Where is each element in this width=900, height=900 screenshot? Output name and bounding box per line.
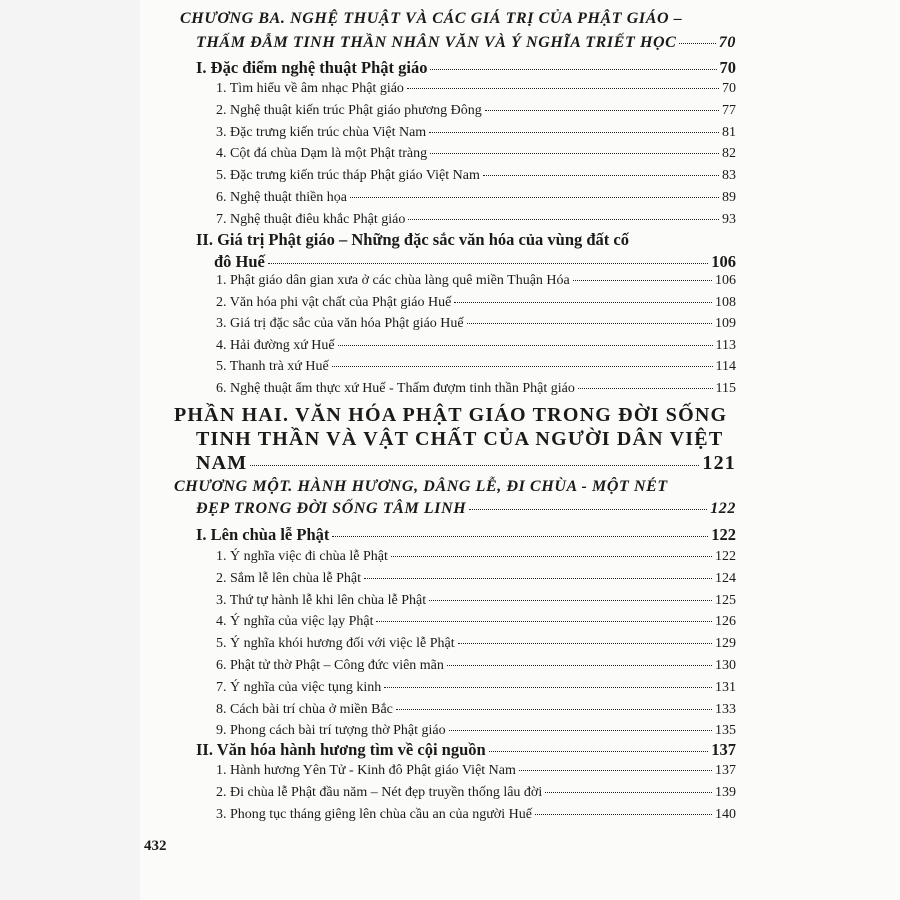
subentry-title: 2. Đi chùa lễ Phật đầu năm – Nét đẹp truyền thống lâu đời [216,785,543,800]
page-ref: 140 [715,807,736,822]
subentry-title: 6. Nghệ thuật thiền họa [216,190,348,205]
section-title: I. Đặc điểm nghệ thuật Phật giáo [196,58,428,77]
toc-subentry[interactable] [216,785,736,801]
leader-dots [364,578,712,579]
chapter-three-title-line2: THẤM ĐẪM TINH THẦN NHÂN VĂN VÀ Ý NGHĨA TRIẾT HỌC [196,34,677,51]
toc-subentry[interactable] [216,212,736,228]
toc-subentry[interactable] [216,680,736,696]
page-ref: 125 [715,592,736,608]
toc-subentry[interactable] [216,702,736,718]
leader-dots [578,388,713,389]
part-two-title-line1: PHẦN HAI. VĂN HÓA PHẬT GIÁO TRONG ĐỜI SỐNG [174,404,728,426]
subentry-title: 9. Phong cách bài trí tượng thờ Phật giáo [216,723,446,739]
leader-dots [391,556,712,557]
page-ref: 122 [710,500,736,517]
toc-entry-section-one-b[interactable] [196,525,736,545]
subentry-title: 6. Nghệ thuật ẩm thực xứ Huế - Thấm đượm tinh thần Phật giáo [216,381,575,396]
section-title: II. Văn hóa hành hương tìm về cội nguồn [196,740,486,759]
leader-dots [376,621,712,622]
page-ref: 130 [715,658,736,673]
leader-dots [679,43,715,44]
toc-subentry[interactable] [216,614,736,630]
page-ref: 70 [719,58,736,77]
page-ref: 121 [702,452,736,474]
toc-subentry[interactable] [216,658,736,674]
leader-dots [332,536,708,537]
part-two-title-line2: TINH THẦN VÀ VẬT CHẤT CỦA NGƯỜI DÂN VIỆT [196,428,724,450]
leader-dots [483,175,719,176]
subentry-title: 7. Nghệ thuật điêu khắc Phật giáo [216,211,406,227]
subentry-title: 3. Giá trị đặc sắc của văn hóa Phật giáo Huế [216,316,464,332]
page-ref: 89 [722,190,736,205]
leader-dots [408,219,719,220]
page-ref: 113 [715,337,736,353]
toc-entry-section-one[interactable] [196,58,736,78]
subentry-title: 5. Đặc trưng kiến trúc tháp Phật giáo Việt Nam [216,168,480,184]
page-ref: 124 [715,570,736,586]
leader-dots [469,509,707,510]
page-ref: 115 [715,381,736,396]
leader-dots [449,730,712,731]
page-ref: 106 [715,273,736,288]
section-title: đô Huế [214,252,265,271]
leader-dots [250,465,699,466]
subentry-title: 8. Cách bài trí chùa ở miền Bắc [216,701,393,717]
subentry-title: 4. Hải đường xứ Huế [216,337,335,353]
leader-dots [384,687,712,688]
toc-subentry[interactable] [216,593,736,609]
subentry-title: 4. Ý nghĩa của việc lạy Phật [216,614,374,630]
subentry-title: 1. Phật giáo dân gian xưa ở các chùa làng quê miền Thuận Hóa [216,273,570,288]
subentry-title: 5. Thanh trà xứ Huế [216,359,329,375]
toc-subentry[interactable] [216,103,736,119]
toc-subentry[interactable] [216,807,736,823]
page-ref: 77 [722,102,736,118]
page-number: 432 [144,838,167,854]
leader-dots [430,69,716,70]
page-ref: 137 [715,763,736,778]
subentry-title: 3. Đặc trưng kiến trúc chùa Việt Nam [216,124,427,140]
toc-subentry[interactable] [216,571,736,587]
page-ref: 133 [715,701,736,717]
toc-entry-section-two[interactable] [214,252,736,272]
toc-subentry[interactable] [216,168,736,184]
chapter-one-title-line1: CHƯƠNG MỘT. HÀNH HƯƠNG, DÂNG LỄ, ĐI CHÙA - MỘT NÉT [174,478,668,495]
page-ref: 129 [715,636,736,652]
leader-dots [429,600,712,601]
leader-dots [447,665,712,666]
page-ref: 109 [715,316,736,332]
leader-dots [573,280,712,281]
leader-dots [535,814,712,815]
section-title: I. Lên chùa lễ Phật [196,525,330,544]
subentry-title: 4. Cột đá chùa Dạm là một Phật tràng [216,146,428,162]
toc-subentry[interactable] [216,273,736,289]
toc-subentry[interactable] [216,125,736,141]
toc-entry-part-two[interactable] [196,452,736,475]
leader-dots [407,88,719,89]
page-ref: 135 [715,723,736,739]
leader-dots [430,153,719,154]
part-title: NAM [196,452,248,474]
toc-entry-chapter-three[interactable] [196,34,736,52]
leader-dots [268,263,708,264]
toc-entry-chapter-one[interactable] [196,500,736,518]
toc-subentry[interactable] [216,338,736,354]
subentry-title: 3. Thứ tự hành lễ khi lên chùa lễ Phật [216,592,427,608]
leader-dots [396,709,712,710]
leader-dots [429,132,719,133]
subentry-title: 1. Tìm hiểu về âm nhạc Phật giáo [216,81,404,96]
page-ref: 82 [722,146,736,162]
page-ref: 70 [718,34,736,51]
page-ref: 93 [722,211,736,227]
toc-subentry[interactable] [216,146,736,162]
page-ref: 108 [715,294,736,310]
subentry-title: 3. Phong tục tháng giêng lên chùa cầu an của người Huế [216,807,532,822]
leader-dots [467,323,712,324]
subentry-title: 2. Nghệ thuật kiến trúc Phật giáo phương Đông [216,102,482,118]
toc-subentry[interactable] [216,549,736,565]
leader-dots [350,197,719,198]
toc-subentry[interactable] [216,381,736,397]
subentry-title: 5. Ý nghĩa khói hương đối với việc lễ Phật [216,636,455,652]
page-ref: 83 [722,168,736,184]
leader-dots [519,770,712,771]
subentry-title: 2. Văn hóa phi vật chất của Phật giáo Huế [216,294,452,310]
page-ref: 81 [722,124,736,140]
toc-subentry[interactable] [216,359,736,375]
leader-dots [545,792,712,793]
page-ref: 122 [715,549,736,564]
page-ref: 126 [715,614,736,630]
page-ref: 106 [711,252,736,271]
leader-dots [454,302,712,303]
leader-dots [458,643,712,644]
page-ref: 139 [715,785,736,800]
toc-subentry[interactable] [216,636,736,652]
toc-subentry[interactable] [216,763,736,779]
page-ref: 122 [711,525,736,544]
toc-subentry[interactable] [216,295,736,311]
toc-subentry[interactable] [216,723,736,739]
page-ref: 114 [715,359,736,375]
toc-subentry[interactable] [216,316,736,332]
subentry-title: 2. Sắm lễ lên chùa lễ Phật [216,570,362,586]
leader-dots [338,345,713,346]
subentry-title: 1. Ý nghĩa việc đi chùa lễ Phật [216,549,388,564]
chapter-title: ĐẸP TRONG ĐỜI SỐNG TÂM LINH [196,500,467,517]
chapter-three-title-line1: CHƯƠNG BA. NGHỆ THUẬT VÀ CÁC GIÁ TRỊ CỦA PHẬT GIÁO – [180,10,683,27]
subentry-title: 6. Phật tử thờ Phật – Công đức viên mãn [216,658,444,673]
page-ref: 137 [711,740,736,759]
section-two-title-line1: II. Giá trị Phật giáo – Những đặc sắc văn hóa của vùng đất cố [196,230,629,249]
subentry-title: 1. Hành hương Yên Tử - Kinh đô Phật giáo Việt Nam [216,763,516,778]
toc-subentry[interactable] [216,81,736,97]
page-ref: 70 [722,81,736,96]
leader-dots [332,366,713,367]
leader-dots [485,110,719,111]
toc-entry-section-two-b[interactable] [196,740,736,760]
toc-subentry[interactable] [216,190,736,206]
subentry-title: 7. Ý nghĩa của việc tụng kinh [216,679,382,695]
leader-dots [489,751,709,752]
page-ref: 131 [715,679,736,695]
